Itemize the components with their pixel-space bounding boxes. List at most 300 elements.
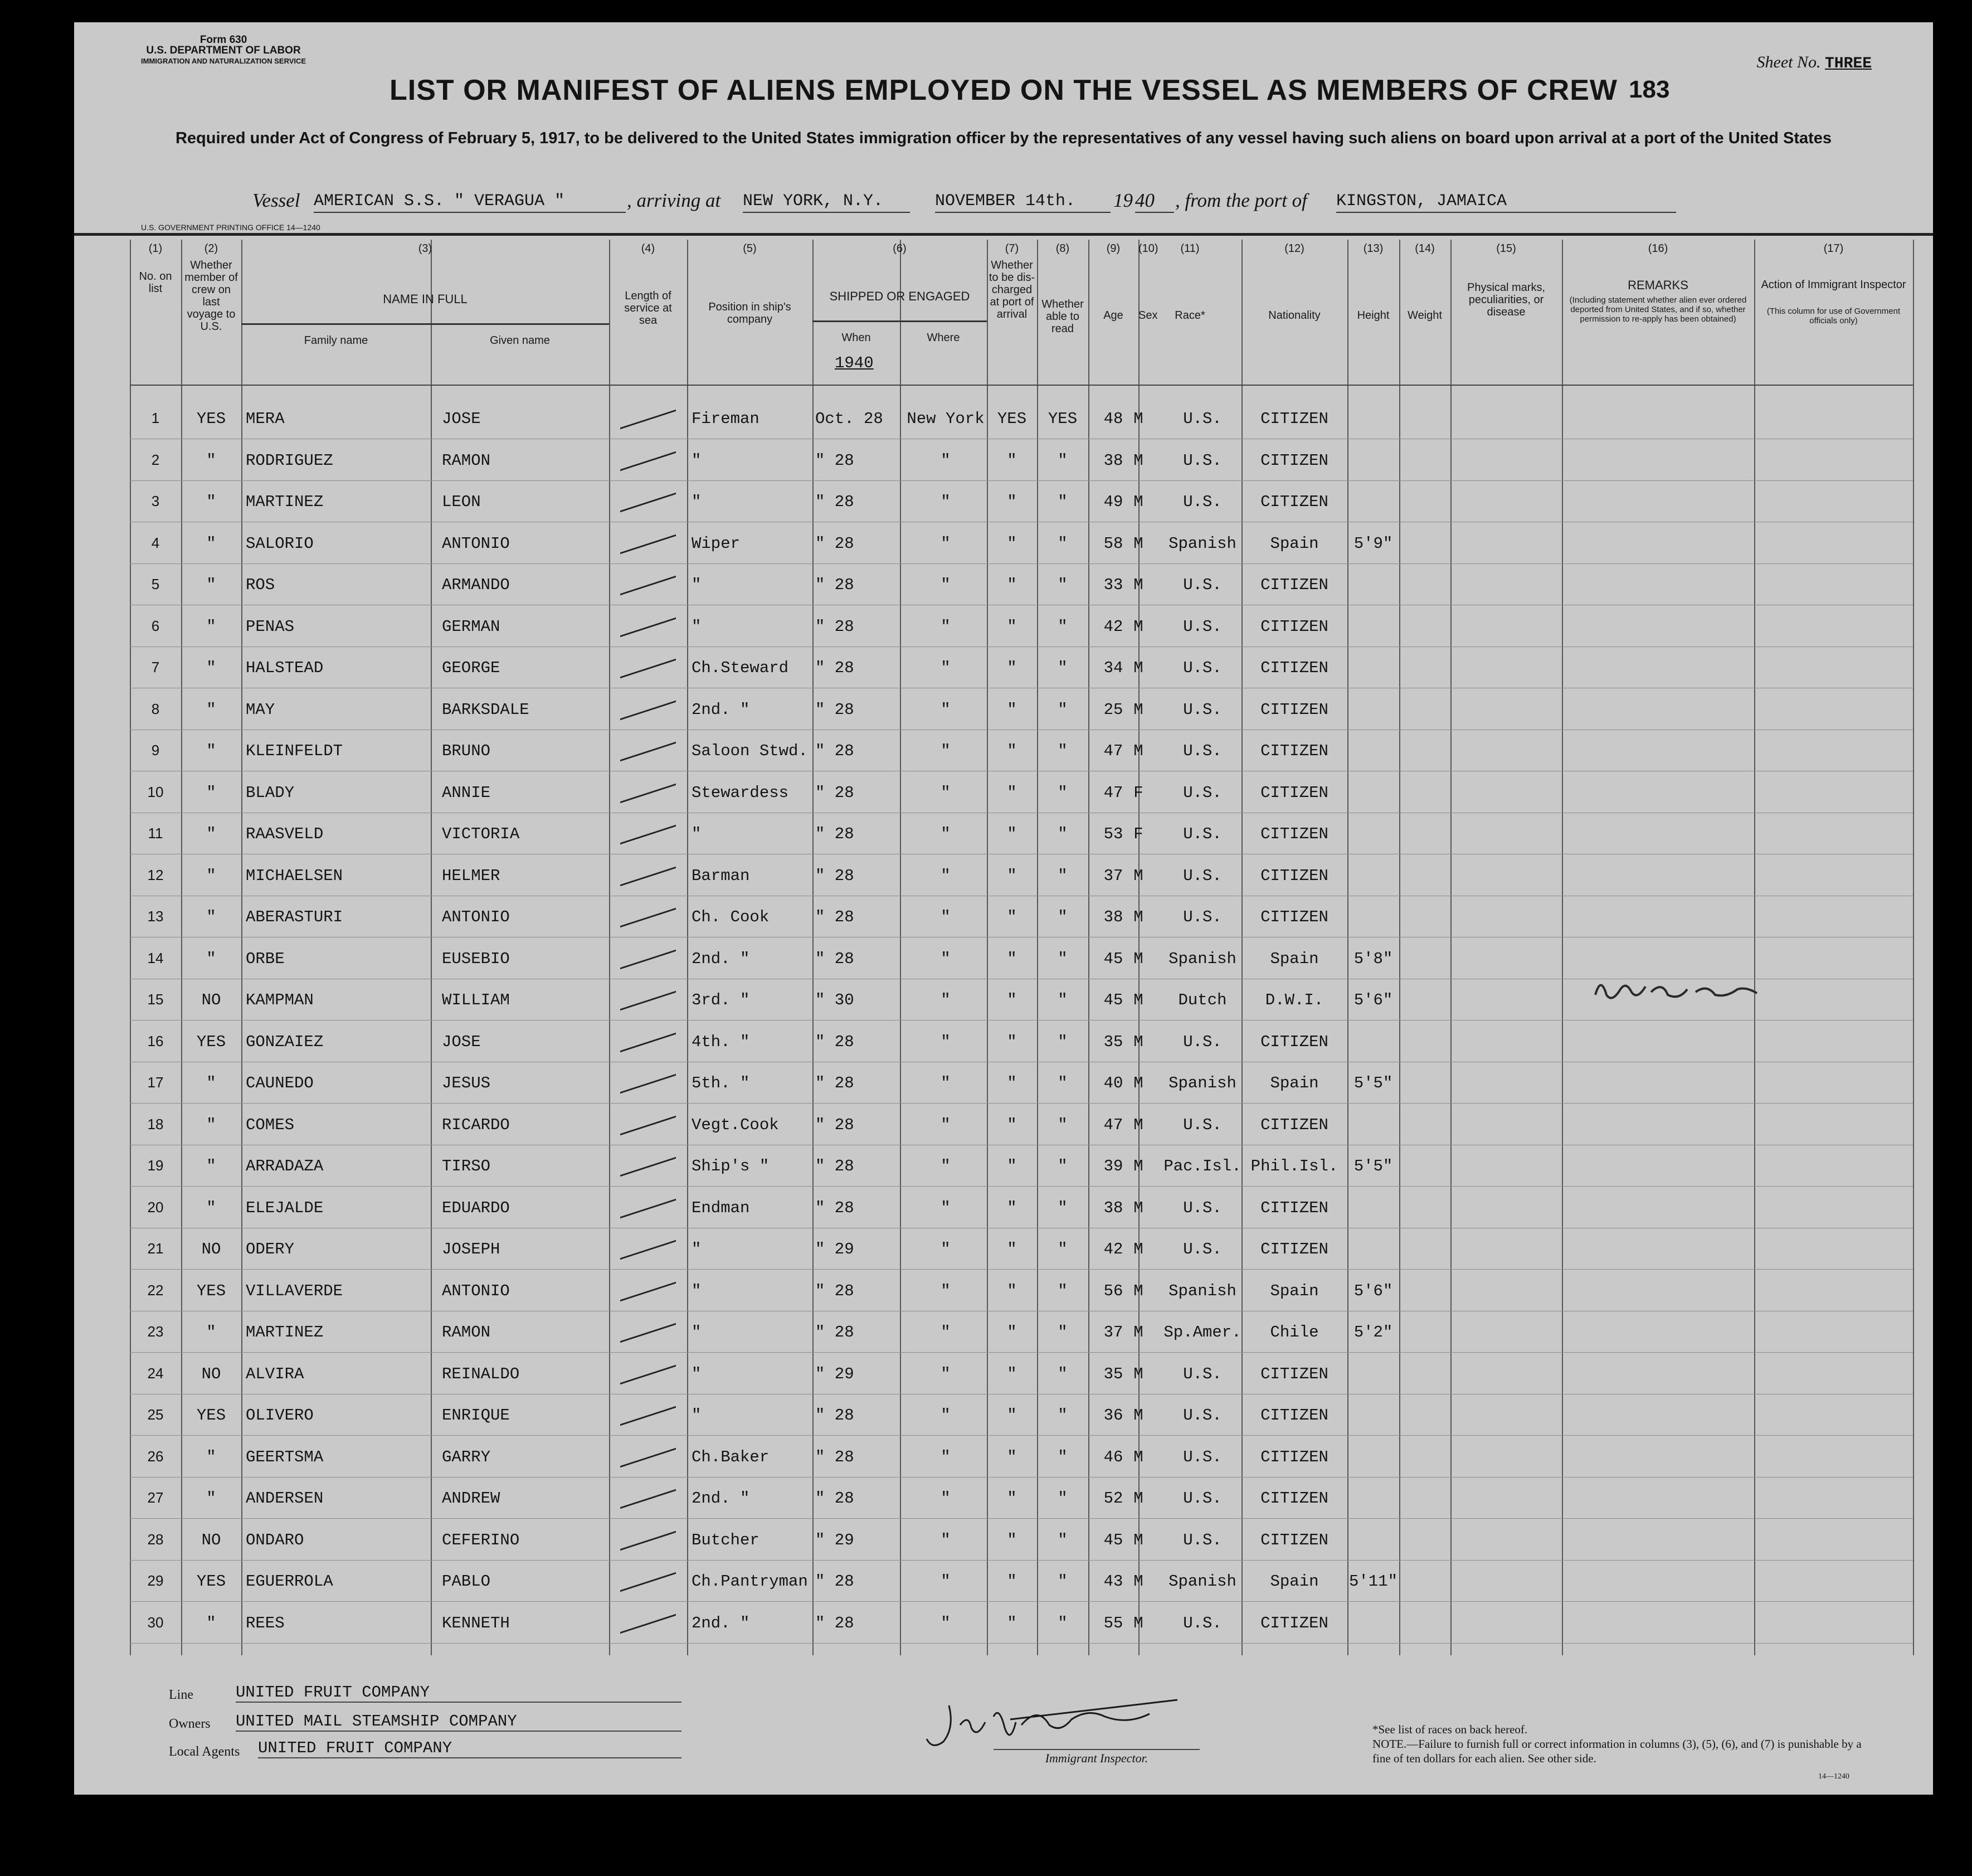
- cell-family: RODRIGUEZ: [246, 451, 333, 470]
- cell-when: " 28: [815, 1572, 854, 1591]
- column-number: (14): [1415, 242, 1435, 255]
- cell-nat: CITIZEN: [1260, 700, 1328, 719]
- cell-nat: Spain: [1270, 1281, 1319, 1300]
- cell-height: 5'11": [1348, 1572, 1398, 1591]
- cell-prev: ": [206, 1157, 216, 1175]
- cell-when: " 28: [815, 576, 854, 594]
- cell-age: 49: [1103, 493, 1123, 511]
- cell-pos: Butcher: [692, 1530, 759, 1549]
- cell-sex: M: [1133, 410, 1143, 428]
- cell-where: ": [941, 659, 951, 677]
- cell-age: 34: [1103, 659, 1123, 677]
- cell-prev: ": [206, 1198, 216, 1217]
- service-check-mark: [620, 1431, 676, 1467]
- cell-race: Spanish: [1168, 1074, 1236, 1092]
- cell-read: ": [1058, 1489, 1068, 1508]
- cell-no: 26: [147, 1447, 164, 1465]
- cell-sex: M: [1133, 1406, 1143, 1425]
- header-discharged: Whether to be dis- charged at port of arrival: [989, 259, 1035, 320]
- vessel-name: AMERICAN S.S. " VERAGUA ": [314, 192, 565, 211]
- cell-prev: ": [206, 866, 216, 885]
- cell-dis: ": [1007, 534, 1017, 553]
- cell-when: " 28: [815, 908, 854, 926]
- cell-read: ": [1058, 866, 1068, 885]
- cell-pos: ": [692, 493, 702, 511]
- cell-read: ": [1058, 700, 1068, 719]
- cell-when: " 28: [815, 742, 854, 760]
- cell-dis: ": [1007, 825, 1017, 843]
- cell-given: BRUNO: [442, 742, 491, 760]
- column-number: (16): [1648, 242, 1668, 255]
- service-check-mark: [620, 1389, 676, 1426]
- header-shipped: SHIPPED OR ENGAGED: [829, 289, 970, 303]
- cell-sex: M: [1133, 866, 1143, 885]
- cell-race: Dutch: [1178, 991, 1227, 1009]
- cell-dis: ": [1007, 1364, 1017, 1383]
- cell-family: RAASVELD: [246, 825, 324, 843]
- cell-family: BLADY: [246, 783, 295, 802]
- cell-given: ANTONIO: [442, 534, 510, 553]
- cell-race: U.S.: [1183, 410, 1222, 428]
- column-number: (4): [641, 242, 655, 255]
- cell-when: " 28: [815, 659, 854, 677]
- cell-pos: ": [692, 576, 702, 594]
- cell-read: ": [1058, 1240, 1068, 1258]
- service-check-mark: [620, 683, 676, 720]
- cell-race: U.S.: [1183, 700, 1222, 719]
- department-name: U.S. DEPARTMENT OF LABOR: [146, 45, 301, 56]
- cell-pos: ": [692, 1323, 702, 1342]
- column-number: (7): [1005, 242, 1019, 255]
- cell-no: 11: [148, 825, 163, 842]
- arrival-port: NEW YORK, N.Y.: [743, 192, 884, 211]
- cell-dis: ": [1007, 1198, 1017, 1217]
- cell-sex: M: [1133, 451, 1143, 470]
- cell-dis: ": [1007, 1572, 1017, 1591]
- footnote-races: *See list of races on back hereof.: [1372, 1723, 1528, 1736]
- cell-where: ": [941, 700, 951, 719]
- cell-given: JESUS: [442, 1074, 491, 1092]
- gpo-imprint: U.S. GOVERNMENT PRINTING OFFICE 14—1240: [141, 223, 320, 232]
- header-given-name: Given name: [490, 334, 550, 347]
- column-number: (2): [204, 242, 218, 255]
- cell-dis: ": [1007, 1447, 1017, 1466]
- header-action: Action of Immigrant Inspector: [1761, 279, 1906, 291]
- cell-family: CAUNEDO: [246, 1074, 314, 1092]
- table-row: [130, 534, 1913, 562]
- cell-race: U.S.: [1183, 451, 1222, 470]
- table-row: [130, 1448, 1913, 1476]
- cell-age: 38: [1103, 1198, 1123, 1217]
- cell-no: 9: [151, 742, 160, 759]
- cell-given: KENNETH: [442, 1613, 510, 1632]
- service-check-mark: [620, 725, 676, 761]
- header-height: Height: [1357, 309, 1390, 322]
- cell-sex: M: [1133, 1074, 1143, 1092]
- service-check-mark: [620, 434, 676, 470]
- cell-given: ENRIQUE: [442, 1406, 510, 1425]
- cell-dis: ": [1007, 1489, 1017, 1508]
- cell-sex: M: [1133, 576, 1143, 594]
- cell-family: COMES: [246, 1115, 295, 1134]
- cell-when: " 29: [815, 1240, 854, 1258]
- cell-nat: CITIZEN: [1260, 866, 1328, 885]
- service-name: IMMIGRATION AND NATURALIZATION SERVICE: [141, 57, 306, 65]
- cell-race: U.S.: [1183, 576, 1222, 594]
- cell-where: ": [941, 1032, 951, 1051]
- table-row: [130, 410, 1913, 438]
- form-number: Form 630: [199, 34, 247, 46]
- cell-race: U.S.: [1183, 1198, 1222, 1217]
- service-check-mark: [620, 891, 676, 927]
- cell-race: U.S.: [1183, 493, 1222, 511]
- cell-no: 2: [151, 451, 160, 468]
- cell-where: ": [941, 1447, 951, 1466]
- cell-read: ": [1058, 1530, 1068, 1549]
- cell-pos: ": [692, 451, 702, 470]
- cell-when: " 28: [815, 1489, 854, 1508]
- cell-age: 36: [1103, 1406, 1123, 1425]
- cell-dis: ": [1007, 1530, 1017, 1549]
- cell-no: 19: [147, 1157, 164, 1174]
- cell-prev: YES: [196, 1572, 226, 1591]
- cell-prev: ": [206, 1489, 216, 1508]
- cell-read: ": [1058, 825, 1068, 843]
- cell-where: ": [941, 949, 951, 968]
- sheet-number-value: THREE: [1824, 55, 1872, 72]
- cell-dis: ": [1007, 1157, 1017, 1175]
- table-row: [130, 1033, 1913, 1061]
- cell-read: ": [1058, 493, 1068, 511]
- cell-race: Sp.Amer.: [1163, 1323, 1241, 1342]
- inspector-signature: [916, 1694, 1194, 1756]
- cell-no: 8: [151, 700, 160, 717]
- table-row: [130, 1074, 1913, 1102]
- cell-read: ": [1058, 1447, 1068, 1466]
- cell-where: ": [941, 783, 951, 802]
- cell-nat: CITIZEN: [1260, 742, 1328, 760]
- cell-family: MICHAELSEN: [246, 866, 343, 885]
- header-where: Where: [927, 332, 960, 344]
- cell-race: U.S.: [1183, 1115, 1222, 1134]
- cell-where: ": [941, 1157, 951, 1175]
- cell-read: YES: [1048, 410, 1078, 428]
- cell-when: " 28: [815, 1281, 854, 1300]
- service-check-mark: [620, 393, 676, 429]
- cell-read: ": [1058, 1074, 1068, 1092]
- cell-no: 3: [151, 493, 160, 509]
- cell-given: HELMER: [442, 866, 500, 885]
- cell-prev: ": [206, 1447, 216, 1466]
- service-check-mark: [620, 932, 676, 969]
- service-check-mark: [620, 517, 676, 553]
- cell-nat: Spain: [1270, 534, 1319, 553]
- struck-sheet-number: 183: [1629, 76, 1670, 103]
- cell-where: ": [941, 1074, 951, 1092]
- header-rule: [74, 233, 1933, 236]
- cell-dis: ": [1007, 493, 1017, 511]
- header-action-note: (This column for use of Government officials only): [1766, 307, 1901, 325]
- cell-height: 5'5": [1353, 1157, 1393, 1175]
- cell-race: Spanish: [1168, 1281, 1236, 1300]
- cell-given: JOSEPH: [442, 1240, 500, 1258]
- cell-given: ANNIE: [442, 783, 491, 802]
- cell-race: U.S.: [1183, 1489, 1222, 1508]
- cell-no: 1: [151, 410, 160, 426]
- cell-pos: Endman: [692, 1198, 750, 1217]
- header-age: Age: [1103, 309, 1123, 322]
- cell-when: Oct. 28: [815, 410, 883, 428]
- cell-dis: ": [1007, 1074, 1017, 1092]
- table-row: [130, 1240, 1913, 1268]
- cell-where: ": [941, 451, 951, 470]
- service-check-mark: [620, 559, 676, 595]
- cell-when: " 28: [815, 1198, 854, 1217]
- cell-dis: ": [1007, 1115, 1017, 1134]
- cell-family: HALSTEAD: [246, 659, 324, 677]
- cell-given: GERMAN: [442, 617, 500, 636]
- cell-when: " 28: [815, 1074, 854, 1092]
- header-no-on-list: No. on list: [139, 270, 172, 295]
- cell-no: 28: [147, 1530, 164, 1548]
- cell-age: 45: [1103, 949, 1123, 968]
- cell-sex: F: [1133, 825, 1143, 843]
- cell-age: 33: [1103, 576, 1123, 594]
- cell-pos: ": [692, 1406, 702, 1425]
- cell-pos: Ch.Steward: [692, 659, 789, 677]
- cell-when: " 28: [815, 451, 854, 470]
- service-check-mark: [620, 1265, 676, 1301]
- arrival-date: NOVEMBER 14th.: [935, 192, 1076, 211]
- cell-sex: M: [1133, 991, 1143, 1009]
- cell-dis: ": [1007, 1323, 1017, 1342]
- cell-where: ": [941, 1115, 951, 1134]
- cell-race: U.S.: [1183, 617, 1222, 636]
- cell-when: " 28: [815, 493, 854, 511]
- cell-prev: YES: [196, 1281, 226, 1300]
- cell-where: ": [941, 991, 951, 1009]
- cell-sex: M: [1133, 742, 1143, 760]
- cell-prev: ": [206, 908, 216, 926]
- cell-sex: M: [1133, 1198, 1143, 1217]
- cell-race: U.S.: [1183, 1447, 1222, 1466]
- cell-family: MAY: [246, 700, 275, 719]
- service-check-mark: [620, 1140, 676, 1177]
- cell-read: ": [1058, 1613, 1068, 1632]
- cell-sex: M: [1133, 1364, 1143, 1383]
- table-row: [130, 659, 1913, 687]
- cell-prev: NO: [201, 991, 221, 1009]
- cell-read: ": [1058, 576, 1068, 594]
- cell-age: 40: [1103, 1074, 1123, 1092]
- cell-race: U.S.: [1183, 908, 1222, 926]
- cell-where: ": [941, 742, 951, 760]
- cell-where: ": [941, 576, 951, 594]
- cell-age: 35: [1103, 1032, 1123, 1051]
- cell-age: 37: [1103, 1323, 1123, 1342]
- cell-no: 21: [147, 1240, 164, 1257]
- cell-prev: ": [206, 825, 216, 843]
- table-row: [130, 742, 1913, 770]
- cell-race: U.S.: [1183, 742, 1222, 760]
- cell-when: " 28: [815, 1032, 854, 1051]
- cell-age: 43: [1103, 1572, 1123, 1591]
- cell-prev: NO: [201, 1364, 221, 1383]
- header-weight: Weight: [1408, 309, 1442, 322]
- cell-when: " 28: [815, 1613, 854, 1632]
- cell-no: 14: [147, 949, 164, 966]
- cell-prev: ": [206, 1613, 216, 1632]
- cell-pos: Stewardess: [692, 783, 789, 802]
- cell-prev: ": [206, 1115, 216, 1134]
- cell-where: ": [941, 617, 951, 636]
- cell-no: 22: [147, 1281, 164, 1299]
- cell-sex: M: [1133, 659, 1143, 677]
- column-number: (5): [743, 242, 757, 255]
- cell-age: 45: [1103, 1530, 1123, 1549]
- line-value: [236, 1683, 681, 1703]
- cell-where: ": [941, 1613, 951, 1632]
- cell-dis: ": [1007, 659, 1017, 677]
- cell-sex: M: [1133, 1530, 1143, 1549]
- footnote-penalty: NOTE.—Failure to furnish full or correct information in columns (3), (5), (6), and (7) is punishable by a fine of ten dollars for each alien. See other side.: [1372, 1737, 1862, 1765]
- manifest-sheet: [74, 22, 1933, 1795]
- cell-read: ": [1058, 742, 1068, 760]
- cell-pos: 4th. ": [692, 1032, 750, 1051]
- page-subtitle: Required under Act of Congress of February 5, 1917, to be delivered to the United States immigration officer by the representatives of any vessel having such aliens on board upon arrival at a port of the United States: [175, 129, 1832, 147]
- cell-read: ": [1058, 1572, 1068, 1591]
- owners-label: Owners: [169, 1717, 211, 1731]
- cell-nat: CITIZEN: [1260, 825, 1328, 843]
- column-number: (17): [1823, 242, 1844, 255]
- cell-race: U.S.: [1183, 1364, 1222, 1383]
- cell-given: JOSE: [442, 410, 481, 428]
- cell-sex: M: [1133, 1281, 1143, 1300]
- cell-nat: D.W.I.: [1265, 991, 1324, 1009]
- cell-pos: Barman: [692, 866, 750, 885]
- table-row: [130, 1157, 1913, 1185]
- cell-pos: 3rd. ": [692, 991, 750, 1009]
- cell-read: ": [1058, 1406, 1068, 1425]
- owners-value: [236, 1712, 681, 1732]
- table-row: [130, 451, 1913, 479]
- cell-prev: ": [206, 576, 216, 594]
- cell-family: EGUERROLA: [246, 1572, 333, 1591]
- cell-when: " 28: [815, 700, 854, 719]
- cell-nat: CITIZEN: [1260, 1198, 1328, 1217]
- cell-when: " 28: [815, 1406, 854, 1425]
- cell-when: " 30: [815, 991, 854, 1009]
- cell-dis: YES: [997, 410, 1027, 428]
- cell-pos: ": [692, 1281, 702, 1300]
- table-row: [130, 1282, 1913, 1310]
- cell-prev: ": [206, 783, 216, 802]
- cell-pos: Ch. Cook: [692, 908, 770, 926]
- service-check-mark: [620, 1182, 676, 1218]
- service-check-mark: [620, 642, 676, 678]
- cell-pos: Fireman: [692, 410, 759, 428]
- cell-family: KLEINFELDT: [246, 742, 343, 760]
- cell-age: 25: [1103, 700, 1123, 719]
- legal-admission-annotation: [1590, 970, 1779, 1014]
- cell-sex: M: [1133, 949, 1143, 968]
- service-check-mark: [620, 1556, 676, 1592]
- cell-given: ANDREW: [442, 1489, 500, 1508]
- cell-age: 38: [1103, 908, 1123, 926]
- cell-when: " 28: [815, 1323, 854, 1342]
- cell-sex: M: [1133, 1489, 1143, 1508]
- cell-pos: Ch.Baker: [692, 1447, 770, 1466]
- header-race: Race*: [1175, 309, 1205, 322]
- cell-where: ": [941, 1240, 951, 1258]
- footer-agents: [169, 1744, 240, 1760]
- cell-no: 17: [147, 1074, 164, 1091]
- cell-pos: Saloon Stwd.: [692, 742, 808, 760]
- cell-family: ODERY: [246, 1240, 295, 1258]
- cell-given: VICTORIA: [442, 825, 520, 843]
- header-length-service: Length of service at sea: [624, 290, 672, 327]
- cell-sex: F: [1133, 783, 1143, 802]
- cell-height: 5'6": [1353, 991, 1393, 1009]
- cell-sex: M: [1133, 1447, 1143, 1466]
- cell-prev: YES: [196, 1032, 226, 1051]
- service-check-mark: [620, 1223, 676, 1260]
- service-check-mark: [620, 849, 676, 886]
- cell-age: 37: [1103, 866, 1123, 885]
- cell-given: JOSE: [442, 1032, 481, 1051]
- cell-sex: M: [1133, 1115, 1143, 1134]
- cell-age: 39: [1103, 1157, 1123, 1175]
- cell-when: " 28: [815, 1157, 854, 1175]
- cell-where: ": [941, 1281, 951, 1300]
- cell-age: 38: [1103, 451, 1123, 470]
- cell-prev: NO: [201, 1530, 221, 1549]
- cell-prev: ": [206, 617, 216, 636]
- cell-prev: ": [206, 1323, 216, 1342]
- cell-sex: M: [1133, 1613, 1143, 1632]
- cell-when: " 29: [815, 1364, 854, 1383]
- cell-read: ": [1058, 991, 1068, 1009]
- cell-read: ": [1058, 908, 1068, 926]
- service-check-mark: [620, 476, 676, 512]
- cell-dis: ": [1007, 783, 1017, 802]
- cell-race: U.S.: [1183, 1530, 1222, 1549]
- cell-pos: 2nd. ": [692, 700, 750, 719]
- cell-race: Spanish: [1168, 1572, 1236, 1591]
- cell-prev: ": [206, 949, 216, 968]
- cell-read: ": [1058, 617, 1068, 636]
- cell-race: U.S.: [1183, 1406, 1222, 1425]
- cell-race: U.S.: [1183, 1613, 1222, 1632]
- cell-age: 47: [1103, 783, 1123, 802]
- cell-no: 24: [147, 1364, 164, 1382]
- column-number: (9): [1106, 242, 1121, 255]
- form-code: 14—1240: [1818, 1772, 1849, 1781]
- cell-family: GEERTSMA: [246, 1447, 324, 1466]
- table-row: [130, 867, 1913, 895]
- cell-given: REINALDO: [442, 1364, 520, 1383]
- cell-sex: M: [1133, 1240, 1143, 1258]
- cell-no: 27: [147, 1489, 164, 1506]
- cell-no: 10: [147, 783, 164, 800]
- cell-no: 20: [147, 1198, 164, 1216]
- cell-nat: CITIZEN: [1260, 1530, 1328, 1549]
- table-row: [130, 1323, 1913, 1351]
- cell-pos: Ship's ": [692, 1157, 770, 1175]
- cell-sex: M: [1133, 493, 1143, 511]
- cell-dis: ": [1007, 866, 1017, 885]
- cell-prev: ": [206, 1074, 216, 1092]
